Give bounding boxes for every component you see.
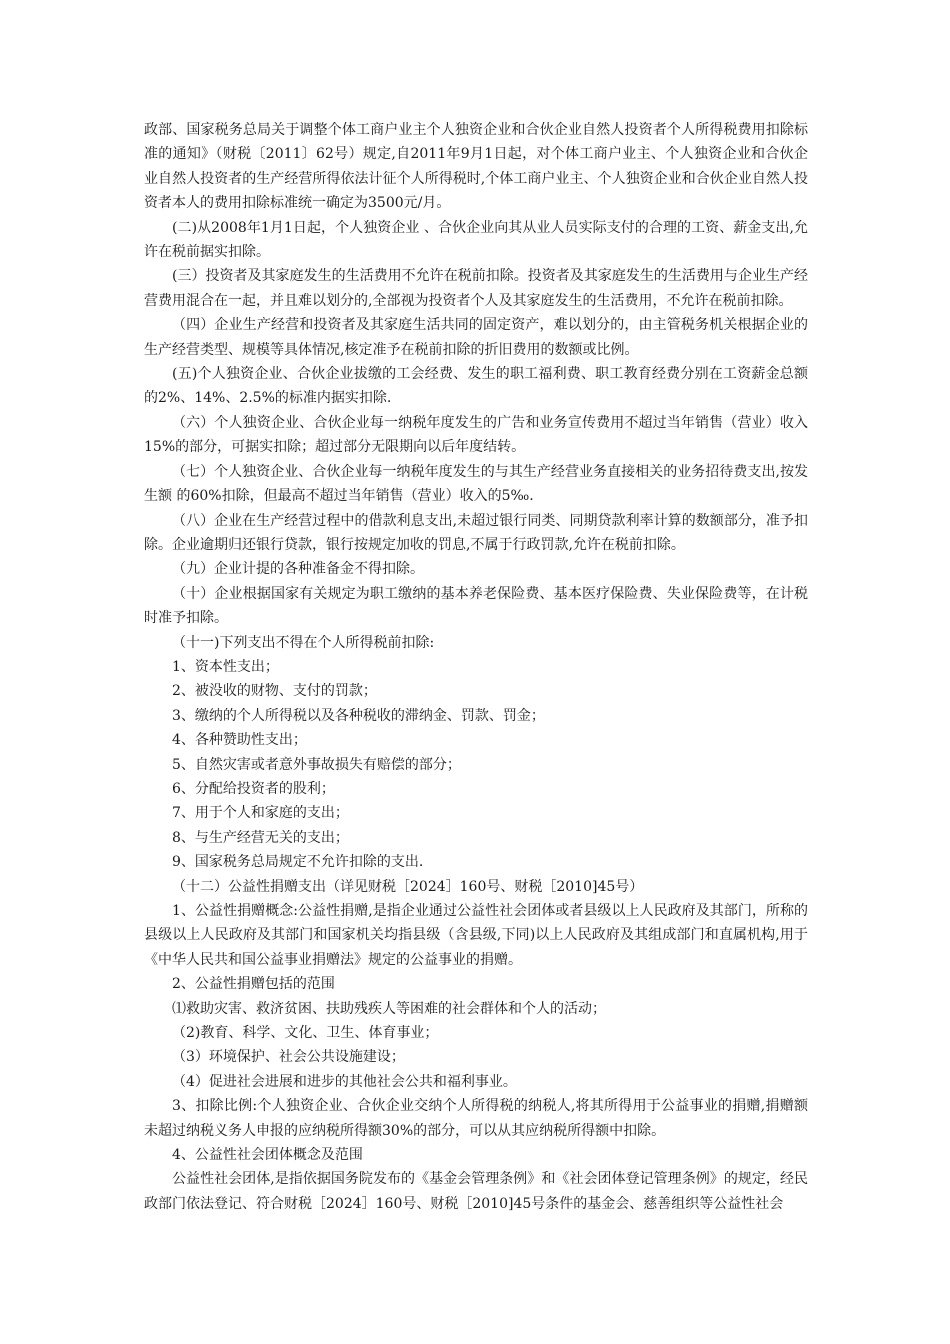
paragraph: （十）企业根据国家有关规定为职工缴纳的基本养老保险费、基本医疗保险费、失业保险费等，在计税时准予扣除。 <box>144 585 808 627</box>
paragraph: 3、扣除比例:个人独资企业、合伙企业交纳个人所得税的纳税人,将其所得用于公益事业的捐赠,捐赠额未超过纳税义务人申报的应纳税所得额30%的部分，可以从其应纳税所得额中扣除。 <box>144 1098 808 1139</box>
list-item: 1、资本性支出； <box>172 658 279 675</box>
list-item: （3）环境保护、社会公共设施建设； <box>172 1049 405 1066</box>
list-item: （2)教育、科学、文化、卫生、体育事业； <box>172 1025 439 1042</box>
paragraph: （六）个人独资企业、合伙企业每一纳税年度发生的广告和业务宣传费用不超过当年销售（营业）收入15%的部分，可据实扣除；超过部分无限期向以后年度结转。 <box>144 414 808 456</box>
list-item: 3、缴纳的个人所得税以及各种税收的滞纳金、罚款、罚金； <box>172 707 545 724</box>
list-item: 4、各种赞助性支出； <box>172 732 307 749</box>
paragraph: 1、公益性捐赠概念:公益性捐赠,是指企业通过公益性社会团体或者县级以上人民政府及其部门，所称的县级以上人民政府及其部门和国家机关均指县级（含县级,下同)以上人民政府及其组成部门和直属机构,用于《中华人民共和国公益事业捐赠法》规定的公益事业的捐赠。 <box>144 903 808 968</box>
paragraph: (五)个人独资企业、合伙企业拔缴的工会经费、发生的职工福利费、职工教育经费分别在工资薪金总额的2%、14%、2.5%的标准内据实扣除. <box>144 366 808 407</box>
paragraph: （八）企业在生产经营过程中的借款利息支出,未超过银行同类、同期贷款利率计算的数额部分，准予扣除。企业逾期归还银行贷款，银行按规定加收的罚息,不属于行政罚款,允许在税前扣除。 <box>144 512 808 553</box>
list-item: ⑴救助灾害、救济贫困、扶助残疾人等困难的社会群体和个人的活动； <box>172 1000 606 1017</box>
paragraph: (三）投资者及其家庭发生的生活费用不允许在税前扣除。投资者及其家庭发生的生活费用与企业生产经营费用混合在一起，并且难以划分的,全部视为投资者个人及其家庭发生的生活费用，不允许在税前扣除。 <box>144 268 808 309</box>
list-item: 5、自然灾害或者意外事故损失有赔偿的部分； <box>172 756 461 773</box>
document-body <box>144 118 808 1216</box>
list-item: 7、用于个人和家庭的支出； <box>172 805 349 822</box>
paragraph: 政部、国家税务总局关于调整个体工商户业主个人独资企业和合伙企业自然人投资者个人所得税费用扣除标准的通知》（财税〔2011〕62号）规定,自2011年9月1日起，对个体工商户业主、个人独资企业和合伙企业自然人投资者的生产经营所得依法计征个人所得税时,个体工商户业主、个人独资企业和合伙企业自然人投资者本人的费用扣除标准统一确定为3500元/月。 <box>144 122 808 212</box>
paragraph: （九）企业计提的各种准备金不得扣除。 <box>172 561 424 578</box>
paragraph: （十一)下列支出不得在个人所得税前扣除: <box>172 634 435 651</box>
paragraph: （四）企业生产经营和投资者及其家庭生活共同的固定资产，难以划分的，由主管税务机关根据企业的生产经营类型、规模等具体情况,核定准予在税前扣除的折旧费用的数额或比例。 <box>144 317 808 358</box>
paragraph: 公益性社会团体,是指依据国务院发布的《基金会管理条例》和《社会团体登记管理条例》的规定，经民政部门依法登记、符合财税［2024］160号、财税［2010]45号条件的基金会、慈善组织等公益性社会 <box>144 1171 808 1212</box>
paragraph: 2、公益性捐赠包括的范围 <box>172 976 335 993</box>
list-item: 8、与生产经营无关的支出； <box>172 829 349 846</box>
paragraph: (二)从2008年1月1日起，个人独资企业 、合伙企业向其从业人员实际支付的合理的工资、薪金支出,允许在税前据实扣除。 <box>144 219 808 261</box>
list-item: （4）促进社会进展和进步的其他社会公共和福利事业。 <box>172 1073 517 1090</box>
paragraph: 4、公益性社会团体概念及范围 <box>172 1147 363 1164</box>
paragraph: （十二）公益性捐赠支出（详见财税［2024］160号、财税［2010]45号） <box>172 878 644 895</box>
list-item: 6、分配给投资者的股利； <box>172 780 335 797</box>
paragraph: （七）个人独资企业、合伙企业每一纳税年度发生的与其生产经营业务直接相关的业务招待费支出,按发生额 的60%扣除，但最高不超过当年销售（营业）收入的5‰. <box>144 463 808 505</box>
list-item: 9、国家税务总局规定不允许扣除的支出. <box>172 854 424 871</box>
list-item: 2、被没收的财物、支付的罚款； <box>172 683 377 700</box>
